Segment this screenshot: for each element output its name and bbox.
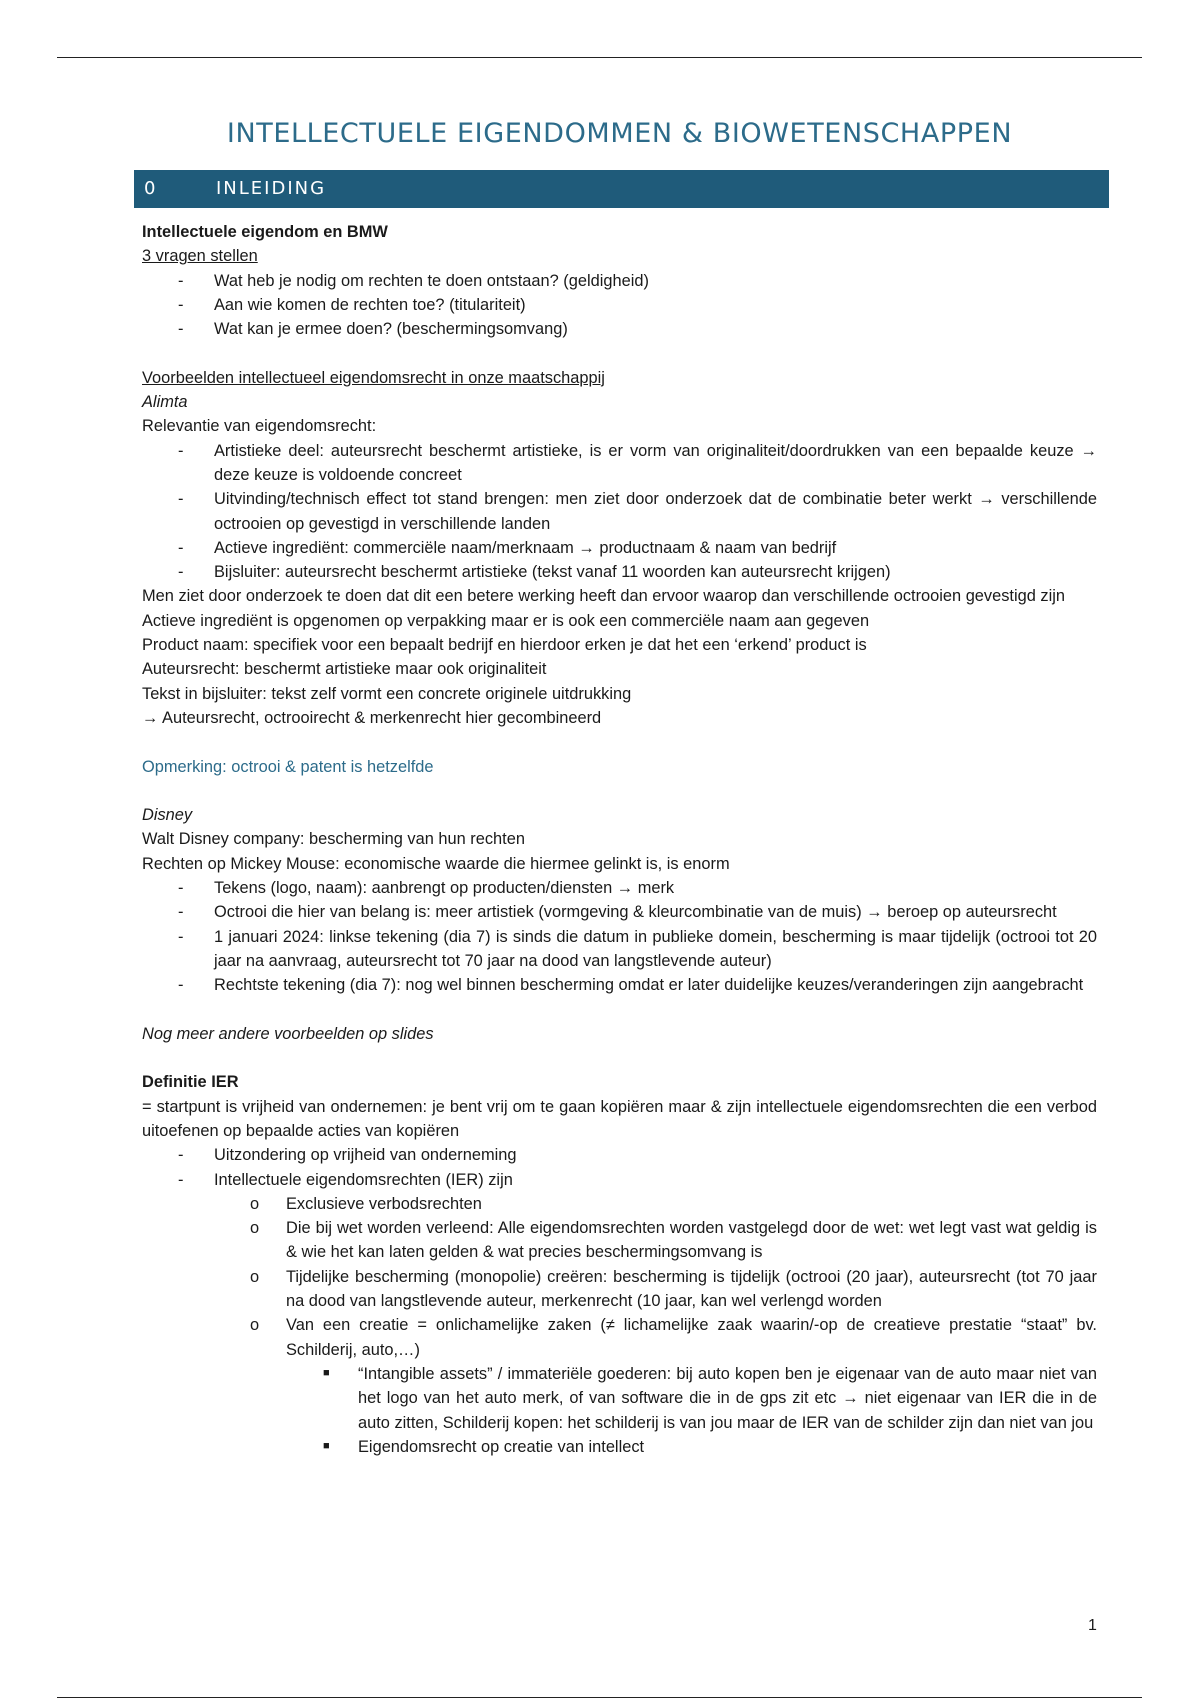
definition-list (142, 1143, 1097, 1459)
list-item: - Aan wie komen de rechten toe? (titulariteit) (142, 293, 1097, 317)
section-header (134, 170, 1109, 208)
more-examples-note: Nog meer andere voorbeelden op slides (142, 1024, 434, 1043)
heading-ie-bmw: Intellectuele eigendom en BMW (142, 223, 388, 241)
paragraph: Tekst in bijsluiter: tekst zelf vormt een concrete originele uitdrukking (142, 684, 632, 703)
circle-marker: o (250, 1194, 260, 1213)
dash-marker: - (178, 1170, 184, 1189)
top-rule (57, 57, 1142, 58)
sub-list-item: o Die bij wet worden verleend: Alle eigendomsrechten worden vastgelegd door de wet: wet legt vast wat geldig is & wie het kan laten gelden & wat precies beschermingsomvang is (142, 1216, 1097, 1265)
dash-marker: - (178, 441, 184, 460)
paragraph: Actieve ingrediënt is opgenomen op verpakking maar er is ook een commerciële naam aan gegeven (142, 611, 870, 630)
list-item: - Uitvinding/technisch effect tot stand brengen: men ziet door onderzoek dat de combinatie beter werkt → verschillende octrooien op gevestigd in verschillende landen (142, 487, 1097, 536)
list-item: - Uitzondering op vrijheid van onderneming (142, 1143, 1097, 1167)
dash-marker: - (178, 490, 184, 509)
paragraph: Auteursrecht: beschermt artistieke maar ook originaliteit (142, 660, 547, 679)
dash-marker: - (178, 271, 184, 290)
paragraph: Product naam: specifiek voor een bepaalt bedrijf en hierdoor erken je dat het een ‘erkend’ product is (142, 636, 867, 655)
subheading-3-vragen: 3 vragen stellen (142, 247, 258, 266)
sub-sub-list-item: ■ Eigendomsrecht op creatie van intellect (142, 1435, 1097, 1459)
paragraph: Rechten op Mickey Mouse: economische waarde die hiermee gelinkt is, is enorm (142, 854, 730, 873)
circle-marker: o (250, 1316, 260, 1335)
paragraph: Men ziet door onderzoek te doen dat dit een betere werking heeft dan ervoor waarop dan verschillende octrooien gevestigd zijn (142, 587, 1066, 606)
list-item: - Wat heb je nodig om rechten te doen ontstaan? (geldigheid) (142, 269, 1097, 293)
sub-list-item: o Exclusieve verbodsrechten (142, 1192, 1097, 1216)
list-item: - Bijsluiter: auteursrecht beschermt artistieke (tekst vanaf 11 woorden kan auteursrecht krijgen) (142, 560, 1097, 584)
sub-list-item: o Van een creatie = onlichamelijke zaken (≠ lichamelijke zaak waarin/-op de creatieve prestatie “staat” bv. Schilderij, auto,…) (142, 1313, 1097, 1362)
document-title: INTELLECTUELE EIGENDOMMEN & BIOWETENSCHAPPEN (226, 118, 1013, 149)
relevance-line: Relevantie van eigendomsrecht: (142, 417, 377, 436)
list-item: - Octrooi die hier van belang is: meer artistiek (vormgeving & kleurcombinatie van de muis) → beroep op auteursrecht (142, 900, 1097, 924)
list-item: - Rechtste tekening (dia 7): nog wel binnen bescherming omdat er later duidelijke keuzes/veranderingen zijn aangebracht (142, 973, 1097, 997)
questions-list (142, 269, 1097, 342)
sub-sub-list-item: ■ “Intangible assets” / immateriële goederen: bij auto kopen ben je eigenaar van de auto maar niet van het logo van het auto merk, of van software die in de gps zit etc → niet eigenaar van IER die in de auto zitten, Schilderij kopen: het schilderij is van jou maar de IER van de schilder zijn dan niet van jou (142, 1362, 1097, 1435)
list-item: - Artistieke deel: auteursrecht beschermt artistieke, is er vorm van originaliteit/doordrukken van een bepaalde keuze → deze keuze is voldoende concreet (142, 439, 1097, 488)
page-number: 1 (1088, 1617, 1097, 1634)
list-item: - Wat kan je ermee doen? (beschermingsomvang) (142, 317, 1097, 341)
note-octrooi-patent: Opmerking: octrooi & patent is hetzelfde (142, 757, 434, 776)
content (142, 220, 1097, 1459)
section-number: 0 (144, 178, 158, 199)
definition-intro: = startpunt is vrijheid van ondernemen: je bent vrij om te gaan kopiëren maar & zijn intellectuele eigendomsrechten die een verbod uitoefenen op bepaalde acties van kopiëren (142, 1097, 1097, 1140)
paragraph: → Auteursrecht, octrooirecht & merkenrecht hier gecombineerd (142, 708, 602, 727)
list-item: - Actieve ingrediënt: commerciële naam/merknaam → productnaam & naam van bedrijf (142, 536, 1097, 560)
disney-list (142, 876, 1097, 997)
dash-marker: - (178, 1146, 184, 1165)
square-marker: ■ (323, 1366, 330, 1379)
list-item: - 1 januari 2024: linkse tekening (dia 7) is sinds die datum in publieke domein, bescherming is maar tijdelijk (octrooi tot 20 jaar na aanvraag, auteursrecht tot 70 jaar na dood van langstlevende auteur) (142, 925, 1097, 974)
list-item: - Tekens (logo, naam): aanbrengt op producten/diensten → merk (142, 876, 1097, 900)
heading-definitie-ier: Definitie IER (142, 1073, 239, 1092)
dash-marker: - (178, 927, 184, 946)
sub-list-item: o Tijdelijke bescherming (monopolie) creëren: bescherming is tijdelijk (octrooi (20 jaar), auteursrecht (tot 70 jaar na dood van langstlevende auteur, merkenrecht (10 jaar, kan wel verlengd worden (142, 1265, 1097, 1314)
dash-marker: - (178, 879, 184, 898)
dash-marker: - (178, 320, 184, 339)
paragraph: Walt Disney company: bescherming van hun rechten (142, 830, 525, 849)
dash-marker: - (178, 295, 184, 314)
circle-marker: o (250, 1267, 260, 1286)
bottom-rule (57, 1697, 1142, 1698)
dash-marker: - (178, 903, 184, 922)
dash-marker: - (178, 563, 184, 582)
alimta-list (142, 439, 1097, 585)
heading-voorbeelden: Voorbeelden intellectueel eigendomsrecht in onze maatschappij (142, 368, 605, 387)
dash-marker: - (178, 976, 184, 995)
section-label: INLEIDING (216, 178, 327, 199)
list-item: - Intellectuele eigendomsrechten (IER) zijn (142, 1168, 1097, 1192)
example-title-disney: Disney (142, 806, 193, 825)
circle-marker: o (250, 1219, 260, 1238)
example-title-alimta: Alimta (142, 393, 188, 412)
square-marker: ■ (323, 1439, 330, 1452)
dash-marker: - (178, 538, 184, 557)
